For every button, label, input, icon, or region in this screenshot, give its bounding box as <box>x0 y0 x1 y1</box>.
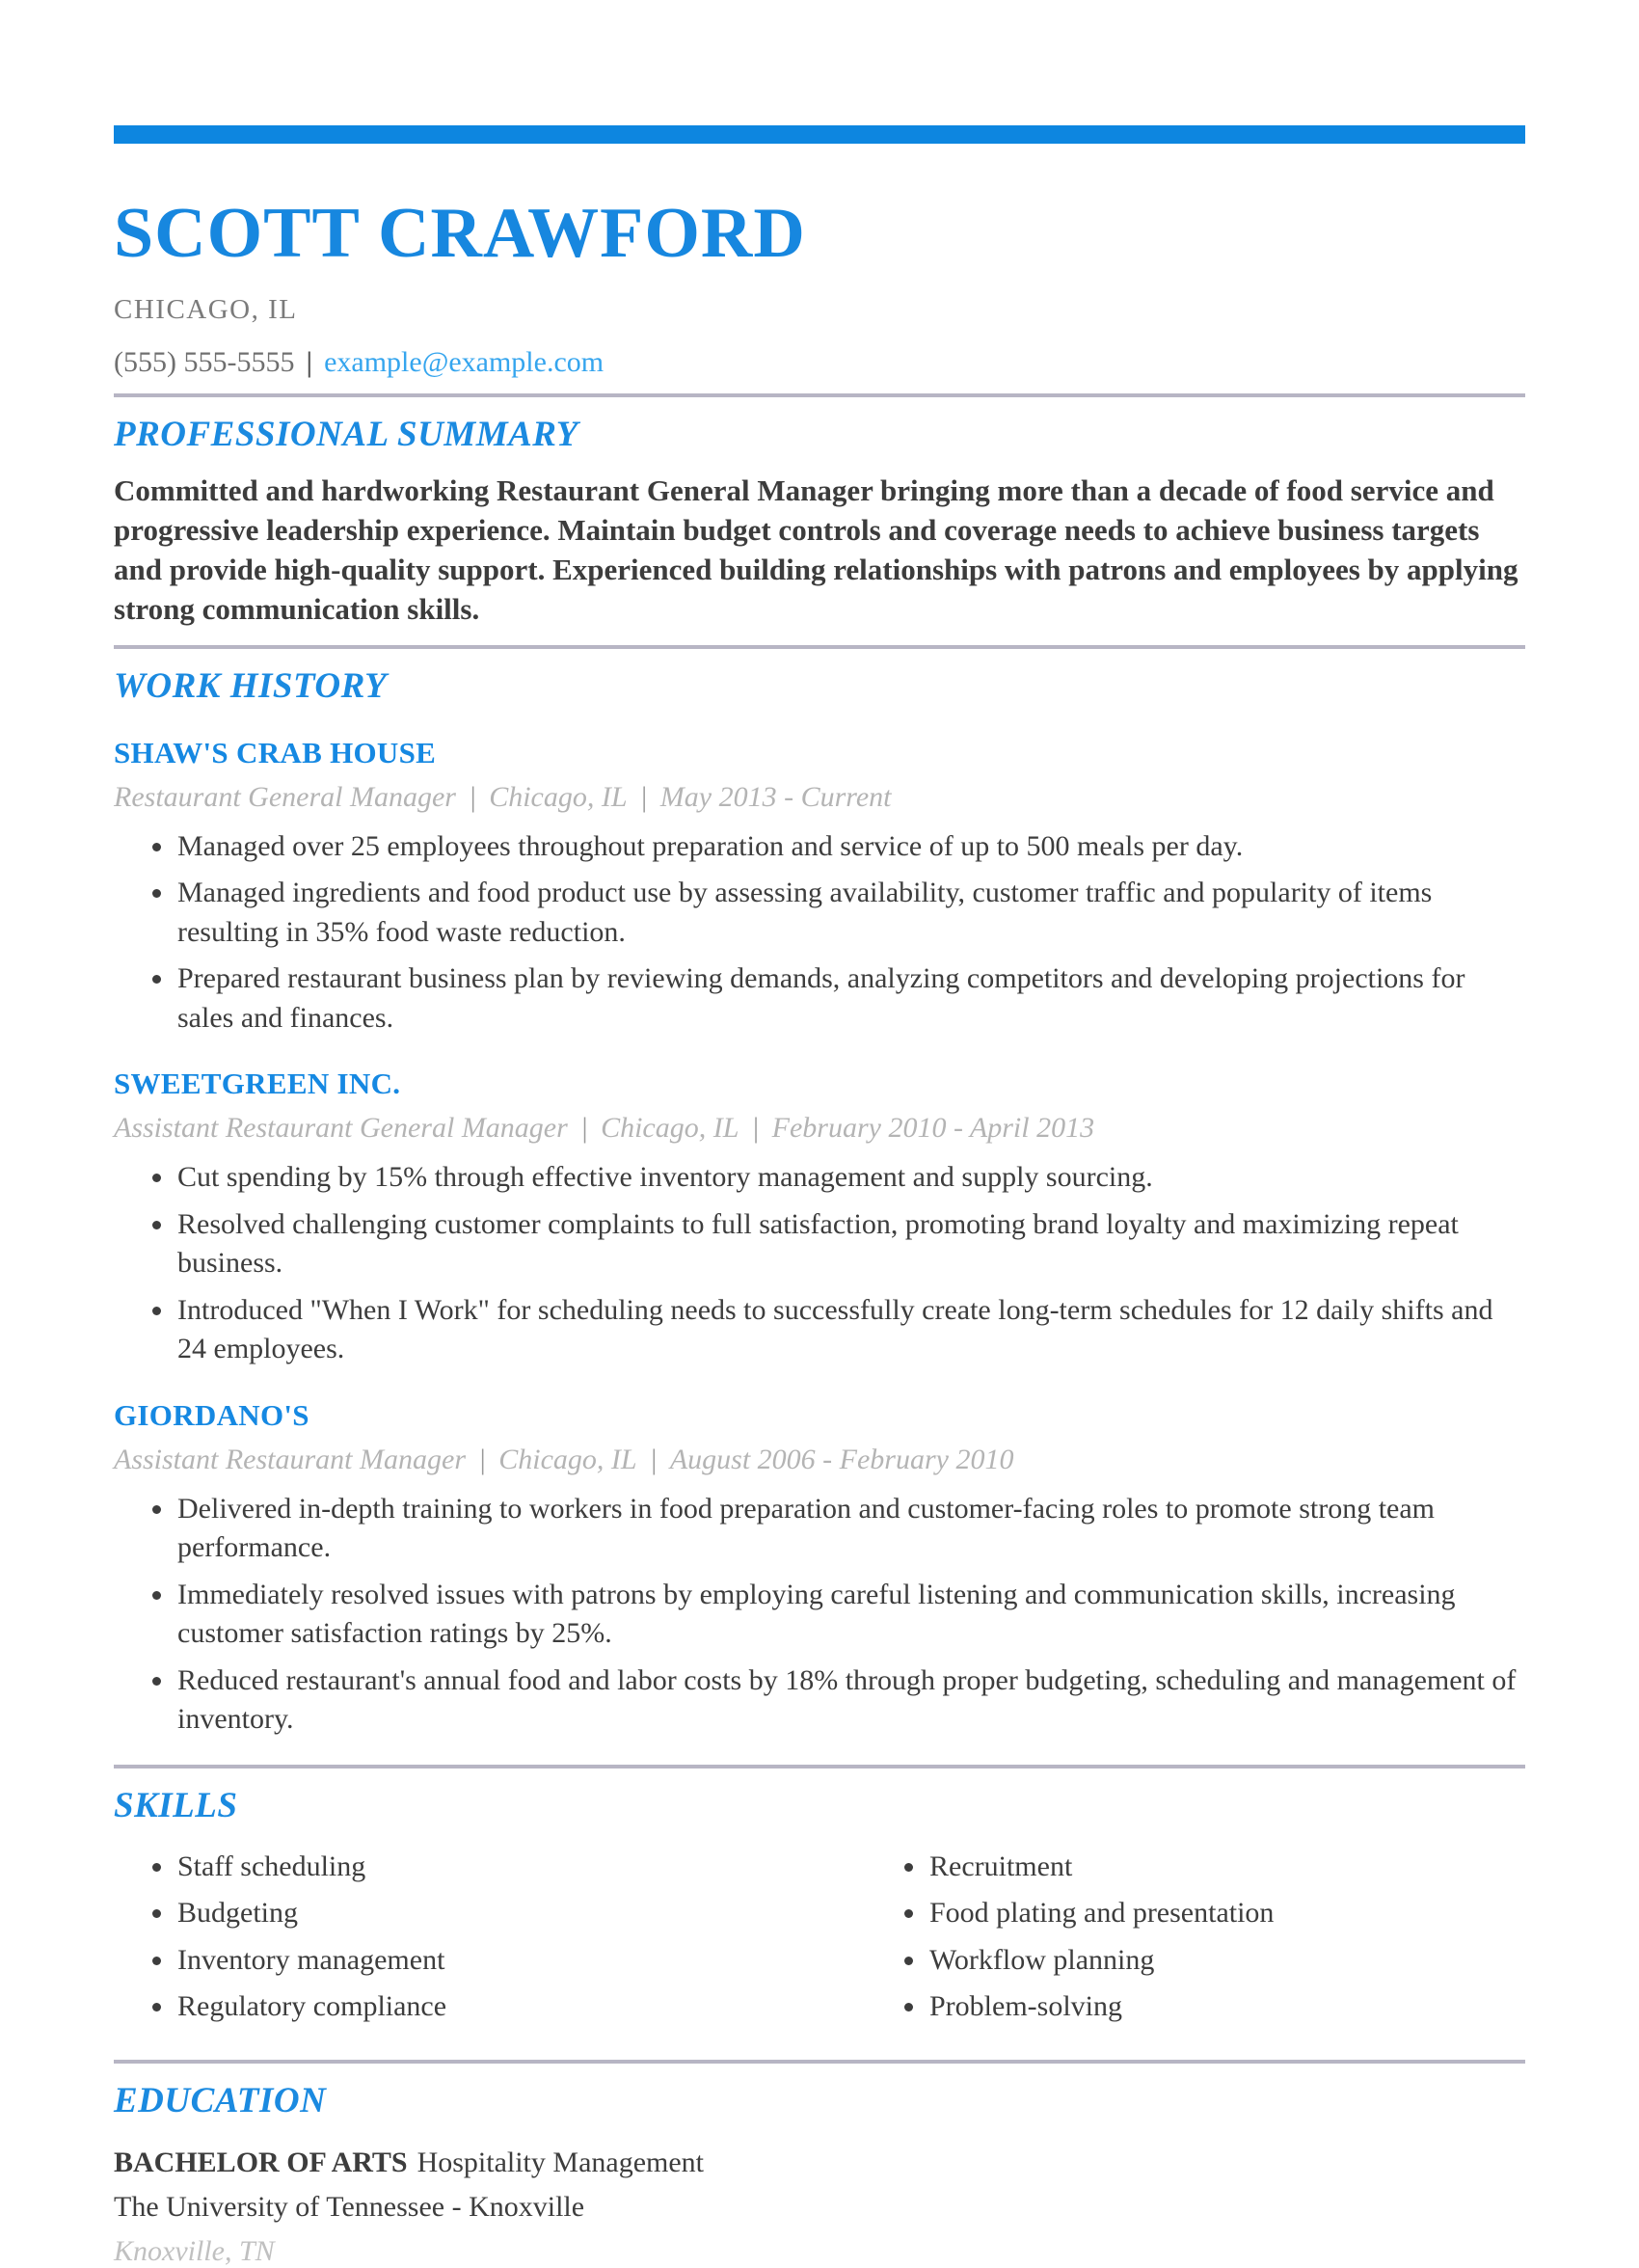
job-meta-line <box>114 1112 1525 1145</box>
skills-list-right <box>866 1848 1525 2027</box>
degree-name: BACHELOR OF ARTS <box>114 2146 408 2178</box>
meta-separator: | <box>649 1443 658 1475</box>
phone-number: (555) 555-5555 <box>114 346 295 378</box>
job-location: Chicago, IL <box>489 780 628 813</box>
resume-page <box>0 125 1639 2267</box>
skill-item: • Budgeting <box>175 1894 866 1933</box>
section-work-history <box>114 645 1525 1740</box>
meta-separator: | <box>639 780 648 813</box>
job-dates: February 2010 - April 2013 <box>771 1112 1095 1145</box>
work-history-section-title: WORK HISTORY <box>114 665 388 706</box>
contact-separator: | <box>306 346 313 378</box>
bullet-item: • Prepared restaurant business plan by reviewing demands, analyzing competitors and developing projections for sales and finances. <box>175 959 1525 1038</box>
job-meta-line <box>114 1444 1525 1476</box>
contact-line <box>114 346 1525 379</box>
section-professional-summary <box>114 393 1525 630</box>
company-name: SWEETGREEN INC. <box>114 1066 401 1101</box>
bullet-item: • Immediately resolved issues with patrons by employing careful listening and communication skills, increasing customer satisfaction ratings by 25%. <box>175 1576 1525 1654</box>
job-bullet-list <box>114 1490 1525 1740</box>
summary-section-title: PROFESSIONAL SUMMARY <box>114 415 578 454</box>
skills-column-left <box>114 1848 866 2035</box>
job-meta-line <box>114 781 1525 814</box>
skills-columns <box>114 1848 1525 2035</box>
job-bullet-list <box>114 1158 1525 1369</box>
degree-field: Hospitality Management <box>416 2146 704 2178</box>
skill-item: • Inventory management <box>175 1941 866 1981</box>
skill-item: • Food plating and presentation <box>927 1894 1525 1933</box>
skill-item: • Workflow planning <box>927 1941 1525 1981</box>
job-entry <box>114 1066 1525 1369</box>
summary-paragraph: Committed and hardworking Restaurant General Manager bringing more than a decade of food service and progressive leadership experience. Maintain budget controls and coverage needs to achieve business targets and provide high-quality support. Experienced building relationships with patrons and employees by applying strong communication skills. <box>114 473 1518 626</box>
job-role: Assistant Restaurant General Manager <box>114 1112 568 1145</box>
job-dates: August 2006 - February 2010 <box>669 1443 1014 1475</box>
job-dates: May 2013 - Current <box>659 780 892 813</box>
section-education <box>114 2060 1525 2268</box>
job-bullet-list <box>114 827 1525 1039</box>
skill-item: • Staff scheduling <box>175 1848 866 1887</box>
job-role: Assistant Restaurant Manager <box>114 1443 466 1475</box>
bullet-item: • Reduced restaurant's annual food and labor costs by 18% through proper budgeting, scheduling and management of inventory. <box>175 1661 1525 1740</box>
candidate-name: SCOTT CRAWFORD <box>114 194 806 273</box>
job-role: Restaurant General Manager <box>114 780 456 813</box>
meta-separator: | <box>478 1443 487 1475</box>
bullet-item: • Delivered in-depth training to workers in food preparation and customer-facing roles to promote strong team performance. <box>175 1490 1525 1568</box>
bullet-item: • Resolved challenging customer complaints to full satisfaction, promoting brand loyalty and maximizing repeat business. <box>175 1205 1525 1283</box>
skills-column-right <box>866 1848 1525 2035</box>
skill-item: • Problem-solving <box>927 1987 1525 2027</box>
skill-item: • Recruitment <box>927 1848 1525 1887</box>
job-location: Chicago, IL <box>498 1443 637 1475</box>
skills-list-left <box>114 1848 866 2027</box>
bullet-item: • Introduced "When I Work" for scheduling needs to successfully create long-term schedules for 12 daily shifts and 24 employees. <box>175 1291 1525 1369</box>
degree-line <box>114 2146 1525 2179</box>
meta-separator: | <box>579 1112 589 1145</box>
accent-bar <box>114 125 1525 144</box>
candidate-location: CHICAGO, IL <box>114 294 298 325</box>
job-location: Chicago, IL <box>601 1112 739 1145</box>
meta-separator: | <box>468 780 477 813</box>
bullet-item: • Managed ingredients and food product use by assessing availability, customer traffic and popularity of items resulting in 35% food waste reduction. <box>175 874 1525 952</box>
school-name: The University of Tennessee - Knoxville <box>114 2190 585 2223</box>
bullet-item: • Managed over 25 employees throughout preparation and service of up to 500 meals per day. <box>175 827 1525 867</box>
bullet-item: • Cut spending by 15% through effective inventory management and supply sourcing. <box>175 1158 1525 1198</box>
skill-item: • Regulatory compliance <box>175 1987 866 2027</box>
section-skills <box>114 1765 1525 2060</box>
education-section-title: EDUCATION <box>114 2080 327 2120</box>
skills-section-title: SKILLS <box>114 1785 238 1825</box>
meta-separator: | <box>751 1112 760 1145</box>
job-entry <box>114 1398 1525 1740</box>
company-name: SHAW'S CRAB HOUSE <box>114 735 437 770</box>
company-name: GIORDANO'S <box>114 1397 309 1432</box>
job-entry <box>114 736 1525 1039</box>
education-location: Knoxville, TN <box>114 2234 275 2267</box>
email-link[interactable]: example@example.com <box>324 346 605 378</box>
resume-header <box>114 194 1525 379</box>
